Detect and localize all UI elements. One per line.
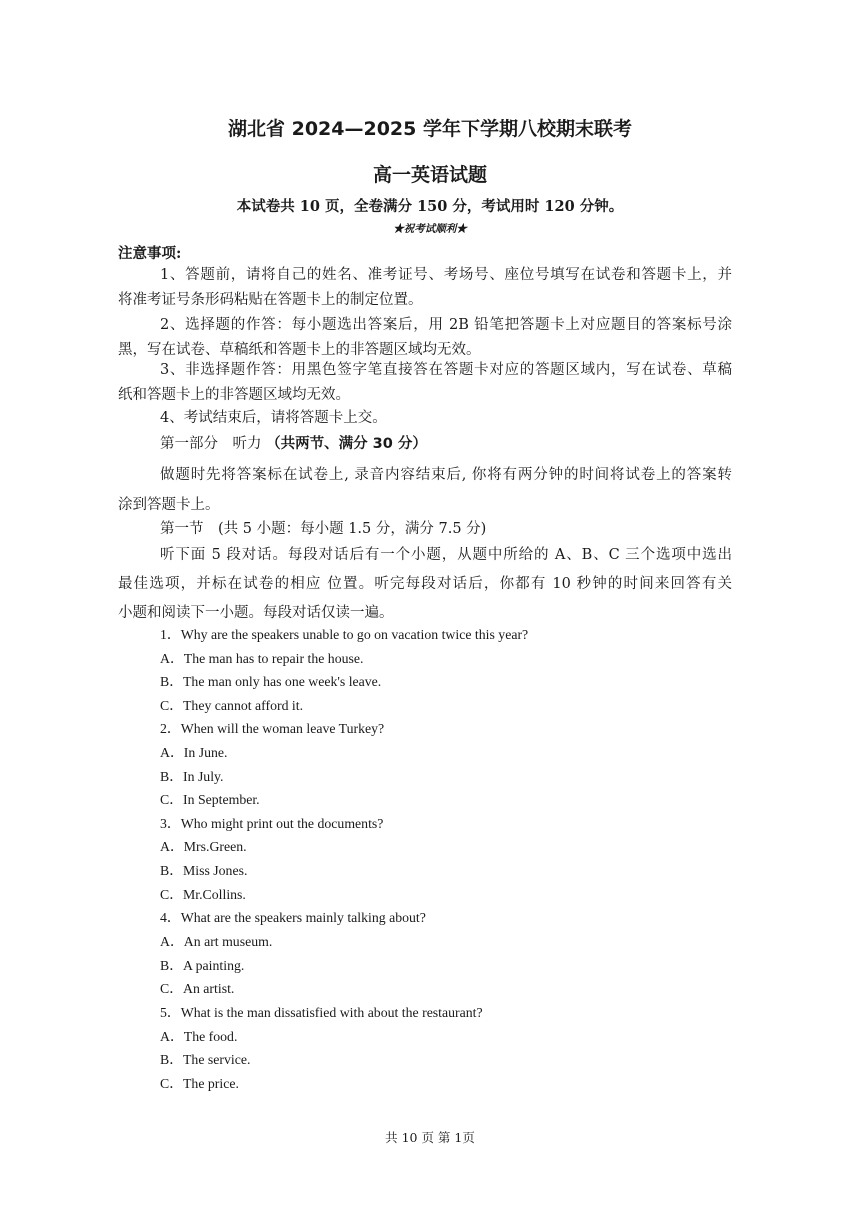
question-1-option-b: B．The man only has one week's leave. xyxy=(160,674,382,689)
question-4-option-a: A．An art museum. xyxy=(160,934,273,949)
notice-item-1 xyxy=(118,263,732,313)
part-one-instructions-line-1: 做题时先将答案标在试卷上, 录音内容结束后, 你将有两分钟的时间将试卷上的答案转 xyxy=(160,467,732,483)
section-one-instructions xyxy=(118,541,732,628)
question-5-option-b: B．The service. xyxy=(160,1052,251,1067)
question-2-stem: 2．When will the woman leave Turkey? xyxy=(160,721,385,736)
question-1-option-c: C．They cannot afford it. xyxy=(160,698,304,713)
notice-item-3-line-2: 纸和答题卡上的非答题区域均无效。 xyxy=(118,387,350,403)
notice-item-3 xyxy=(118,358,732,408)
notice-item-2-line-2: 黑，写在试卷、草稿纸和答题卡上的非答题区域均无效。 xyxy=(118,342,481,358)
question-1-stem: 1．Why are the speakers unable to go on vacation twice this year? xyxy=(160,627,529,642)
question-3-option-c: C．Mr.Collins. xyxy=(160,887,246,902)
part-one-heading xyxy=(160,432,427,453)
question-4-option-b: B．A painting. xyxy=(160,958,245,973)
notice-item-4-line: 4、考试结束后，请将答题卡上交。 xyxy=(160,410,387,426)
question-2-option-b: B．In July. xyxy=(160,769,224,784)
notice-item-2-line-1: 2、选择题的作答：每小题选出答案后，用 2B 铅笔把答题卡上对应题目的答案标号涂 xyxy=(160,317,732,333)
part-one-instructions xyxy=(118,460,732,520)
notice-item-4 xyxy=(118,406,732,431)
part-one-instructions-line-2: 涂到答题卡上。 xyxy=(118,497,220,513)
section-one-instructions-line-3: 小题和阅读下一小题。每段对话仅读一遍。 xyxy=(118,605,394,621)
part-one-label: 第一部分 听力 xyxy=(160,436,262,452)
notice-item-1-line-1: 1、答题前，请将自己的姓名、准考证号、考场号、座位号填写在试卷和答题卡上，并 xyxy=(160,267,732,283)
good-luck-line: ★祝考试顺利★ xyxy=(393,223,467,235)
question-3-stem: 3．Who might print out the documents? xyxy=(160,816,384,831)
notice-heading: 注意事项: xyxy=(118,245,182,262)
part-one-score-note: （共两节、满分 30 分） xyxy=(266,436,427,452)
notice-item-2 xyxy=(118,313,732,363)
page-footer: 共 10 页 第 1页 xyxy=(385,1130,475,1145)
notice-item-3-line-1: 3、非选择题作答：用黑色签字笔直接答在答题卡对应的答题区域内，写在试卷、草稿 xyxy=(160,362,732,378)
exam-meta: 本试卷共 10 页，全卷满分 150 分，考试用时 120 分钟。 xyxy=(236,198,624,215)
question-3-option-a: A．Mrs.Green. xyxy=(160,839,247,854)
section-one-heading: 第一节 (共 5 小题：每小题 1.5 分，满分 7.5 分) xyxy=(160,521,487,537)
question-2-option-a: A．In June. xyxy=(160,745,228,760)
section-one-instructions-line-2: 最佳选项，并标在试卷的相应 位置。听完每段对话后，你都有 10 秒钟的时间来回答有关 xyxy=(118,576,732,592)
question-5-stem: 5．What is the man dissatisfied with about the restaurant? xyxy=(160,1005,483,1020)
section-one-instructions-line-1: 听下面 5 段对话。每段对话后有一个小题，从题中所给的 A、B、C 三个选项中选出 xyxy=(160,547,732,563)
exam-subtitle: 高一英语试题 xyxy=(372,164,487,186)
question-5-option-a: A．The food. xyxy=(160,1029,238,1044)
question-2-option-c: C．In September. xyxy=(160,792,260,807)
notice-item-1-line-2: 将准考证号条形码粘贴在答题卡上的制定位置。 xyxy=(118,292,423,308)
question-4-option-c: C．An artist. xyxy=(160,981,235,996)
question-5-option-c: C．The price. xyxy=(160,1076,239,1091)
question-3-option-b: B．Miss Jones. xyxy=(160,863,248,878)
question-1-option-a: A．The man has to repair the house. xyxy=(160,651,364,666)
question-4-stem: 4．What are the speakers mainly talking about? xyxy=(160,910,426,925)
exam-title: 湖北省 2024—2025 学年下学期八校期末联考 xyxy=(228,118,632,140)
